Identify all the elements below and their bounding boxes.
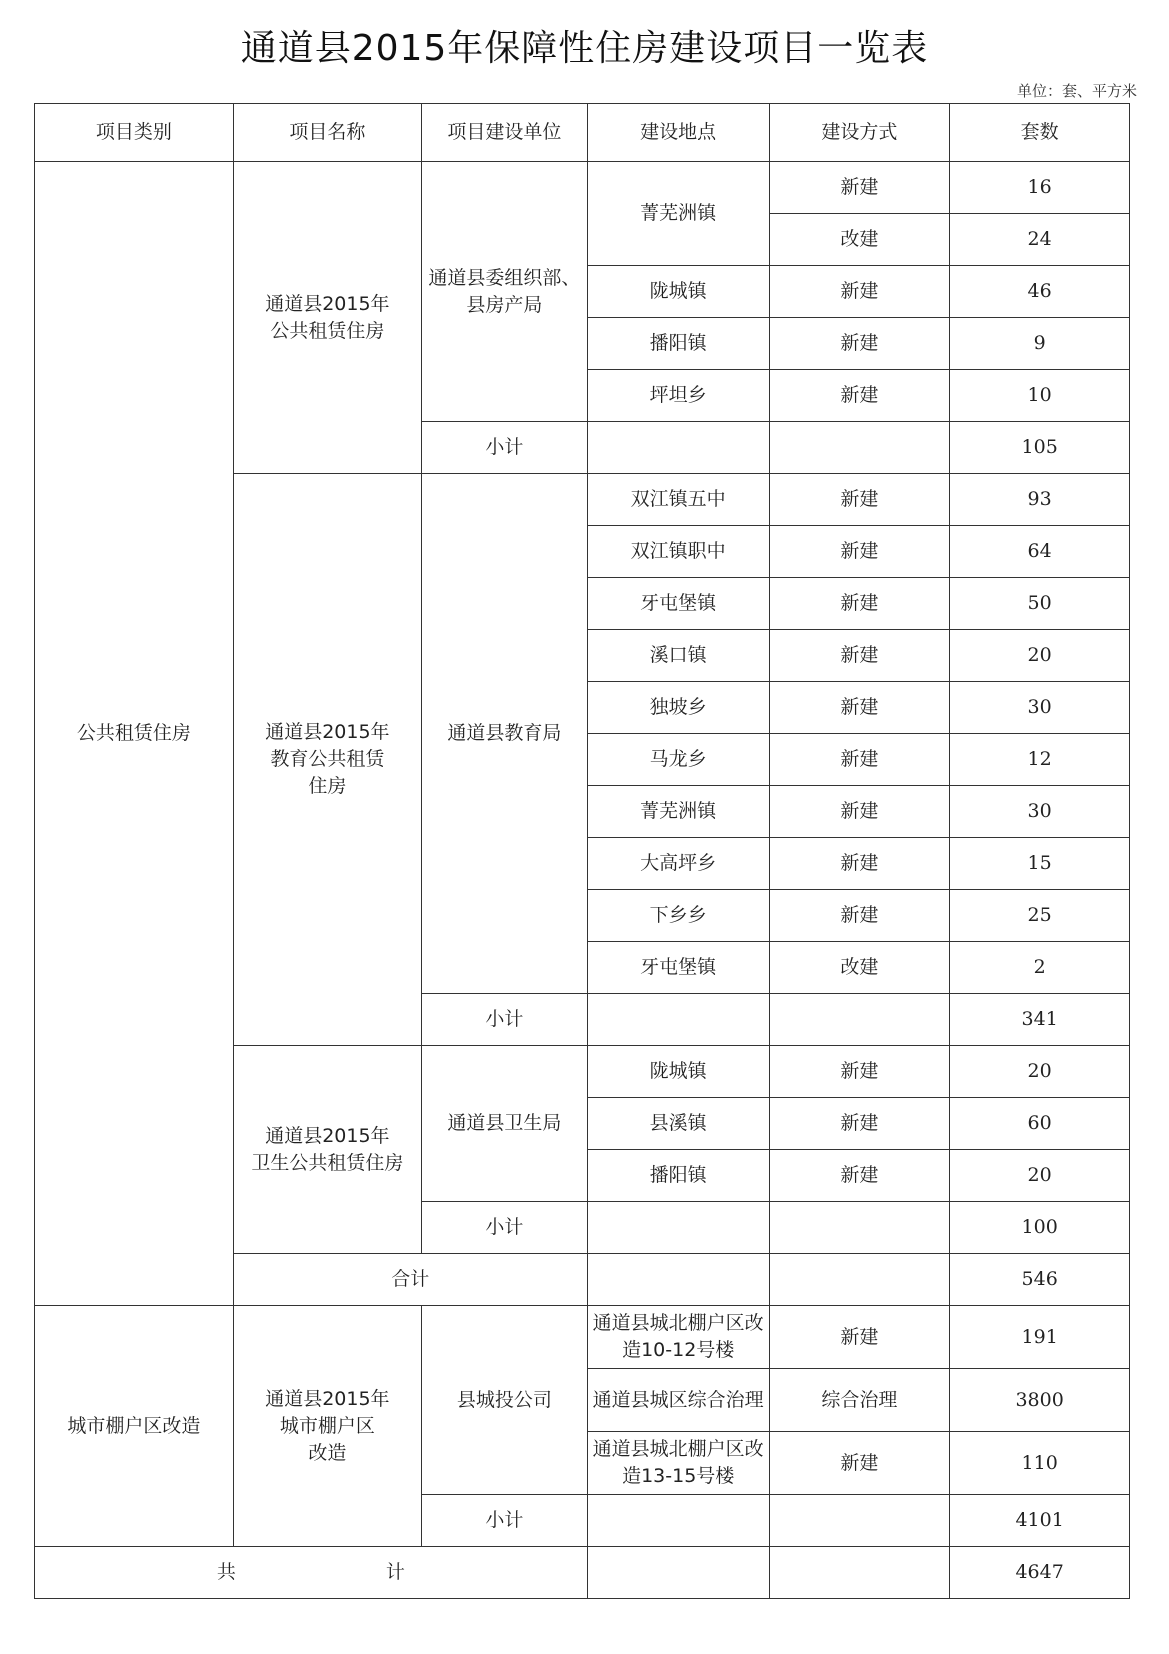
header-cell: 项目建设单位 bbox=[421, 104, 587, 162]
location-cell: 牙屯堡镇 bbox=[587, 578, 769, 630]
subtotal-value: 100 bbox=[950, 1202, 1130, 1254]
method-cell: 新建 bbox=[769, 1098, 950, 1150]
page-title: 通道县2015年保障性住房建设项目一览表 bbox=[240, 28, 929, 69]
count-cell: 2 bbox=[950, 942, 1130, 994]
location-cell: 下乡乡 bbox=[587, 890, 769, 942]
method-cell: 新建 bbox=[769, 578, 950, 630]
total-value: 546 bbox=[950, 1254, 1130, 1306]
count-cell: 50 bbox=[950, 578, 1130, 630]
location-cell: 牙屯堡镇 bbox=[587, 942, 769, 994]
method-cell: 新建 bbox=[769, 526, 950, 578]
count-cell: 3800 bbox=[950, 1369, 1130, 1432]
empty-cell bbox=[587, 422, 769, 474]
project-unit-cell: 县城投公司 bbox=[421, 1306, 587, 1495]
table-row bbox=[35, 162, 1130, 214]
count-cell: 20 bbox=[950, 1150, 1130, 1202]
header-row bbox=[35, 104, 1130, 162]
location-cell: 通道县城北棚户区改 造10-12号楼 bbox=[587, 1306, 769, 1369]
project-name-cell: 通道县2015年 公共租赁住房 bbox=[233, 162, 421, 474]
method-cell: 新建 bbox=[769, 162, 950, 214]
header-cell: 套数 bbox=[950, 104, 1130, 162]
empty-cell bbox=[587, 1254, 769, 1306]
grand-total-label-part: 计 bbox=[385, 1561, 405, 1583]
method-cell: 新建 bbox=[769, 890, 950, 942]
project-name-cell: 通道县2015年 卫生公共租赁住房 bbox=[233, 1046, 421, 1254]
subtotal-value: 4101 bbox=[950, 1495, 1130, 1547]
table-row bbox=[35, 1306, 1130, 1369]
count-cell: 20 bbox=[950, 630, 1130, 682]
method-cell: 新建 bbox=[769, 266, 950, 318]
method-cell: 新建 bbox=[769, 1432, 950, 1495]
count-cell: 46 bbox=[950, 266, 1130, 318]
empty-cell bbox=[587, 994, 769, 1046]
category-cell: 城市棚户区改造 bbox=[35, 1306, 234, 1547]
location-cell: 通道县城北棚户区改 造13-15号楼 bbox=[587, 1432, 769, 1495]
location-cell: 双江镇职中 bbox=[587, 526, 769, 578]
grand-total-row bbox=[35, 1547, 1130, 1599]
subtotal-value: 105 bbox=[950, 422, 1130, 474]
location-cell: 菁芜洲镇 bbox=[587, 162, 769, 266]
count-cell: 30 bbox=[950, 786, 1130, 838]
grand-total-label bbox=[35, 1547, 588, 1599]
method-cell: 新建 bbox=[769, 1046, 950, 1098]
empty-cell bbox=[587, 1495, 769, 1547]
location-cell: 陇城镇 bbox=[587, 1046, 769, 1098]
method-cell: 新建 bbox=[769, 786, 950, 838]
count-cell: 20 bbox=[950, 1046, 1130, 1098]
count-cell: 30 bbox=[950, 682, 1130, 734]
location-cell: 坪坦乡 bbox=[587, 370, 769, 422]
count-cell: 191 bbox=[950, 1306, 1130, 1369]
project-name-cell: 通道县2015年 教育公共租赁 住房 bbox=[233, 474, 421, 1046]
location-cell: 双江镇五中 bbox=[587, 474, 769, 526]
empty-cell bbox=[587, 1547, 769, 1599]
location-cell: 溪口镇 bbox=[587, 630, 769, 682]
method-cell: 新建 bbox=[769, 682, 950, 734]
method-cell: 新建 bbox=[769, 370, 950, 422]
method-cell: 新建 bbox=[769, 734, 950, 786]
header-cell: 建设地点 bbox=[587, 104, 769, 162]
method-cell: 综合治理 bbox=[769, 1369, 950, 1432]
count-cell: 9 bbox=[950, 318, 1130, 370]
location-cell: 大高坪乡 bbox=[587, 838, 769, 890]
method-cell: 新建 bbox=[769, 474, 950, 526]
location-cell: 播阳镇 bbox=[587, 318, 769, 370]
method-cell: 改建 bbox=[769, 214, 950, 266]
header-cell: 建设方式 bbox=[769, 104, 950, 162]
method-cell: 新建 bbox=[769, 630, 950, 682]
subtotal-label: 小计 bbox=[421, 1495, 587, 1547]
empty-cell bbox=[769, 1202, 950, 1254]
project-table bbox=[34, 103, 1130, 1599]
count-cell: 12 bbox=[950, 734, 1130, 786]
location-cell: 通道县城区综合治理 bbox=[587, 1369, 769, 1432]
project-unit-cell: 通道县教育局 bbox=[421, 474, 587, 994]
method-cell: 新建 bbox=[769, 318, 950, 370]
count-cell: 110 bbox=[950, 1432, 1130, 1495]
empty-cell bbox=[769, 422, 950, 474]
location-cell: 陇城镇 bbox=[587, 266, 769, 318]
count-cell: 25 bbox=[950, 890, 1130, 942]
category-cell: 公共租赁住房 bbox=[35, 162, 234, 1306]
project-name-cell: 通道县2015年 城市棚户区 改造 bbox=[233, 1306, 421, 1547]
header-cell: 项目名称 bbox=[233, 104, 421, 162]
header-cell: 项目类别 bbox=[35, 104, 234, 162]
count-cell: 64 bbox=[950, 526, 1130, 578]
project-unit-cell: 通道县委组织部、 县房产局 bbox=[421, 162, 587, 422]
subtotal-value: 341 bbox=[950, 994, 1130, 1046]
count-cell: 60 bbox=[950, 1098, 1130, 1150]
empty-cell bbox=[769, 1254, 950, 1306]
count-cell: 15 bbox=[950, 838, 1130, 890]
location-cell: 县溪镇 bbox=[587, 1098, 769, 1150]
subtotal-label: 小计 bbox=[421, 994, 587, 1046]
total-label: 合计 bbox=[233, 1254, 587, 1306]
subtotal-label: 小计 bbox=[421, 1202, 587, 1254]
empty-cell bbox=[587, 1202, 769, 1254]
project-unit-cell: 通道县卫生局 bbox=[421, 1046, 587, 1202]
grand-total-label-part: 共 bbox=[216, 1561, 236, 1583]
method-cell: 改建 bbox=[769, 942, 950, 994]
empty-cell bbox=[769, 1547, 950, 1599]
subtotal-label: 小计 bbox=[421, 422, 587, 474]
location-cell: 菁芜洲镇 bbox=[587, 786, 769, 838]
location-cell: 马龙乡 bbox=[587, 734, 769, 786]
method-cell: 新建 bbox=[769, 838, 950, 890]
count-cell: 16 bbox=[950, 162, 1130, 214]
grand-total-value: 4647 bbox=[950, 1547, 1130, 1599]
method-cell: 新建 bbox=[769, 1306, 950, 1369]
unit-note: 单位：套、平方米 bbox=[1016, 82, 1137, 100]
empty-cell bbox=[769, 994, 950, 1046]
empty-cell bbox=[769, 1495, 950, 1547]
location-cell: 播阳镇 bbox=[587, 1150, 769, 1202]
count-cell: 24 bbox=[950, 214, 1130, 266]
count-cell: 10 bbox=[950, 370, 1130, 422]
method-cell: 新建 bbox=[769, 1150, 950, 1202]
location-cell: 独坡乡 bbox=[587, 682, 769, 734]
count-cell: 93 bbox=[950, 474, 1130, 526]
